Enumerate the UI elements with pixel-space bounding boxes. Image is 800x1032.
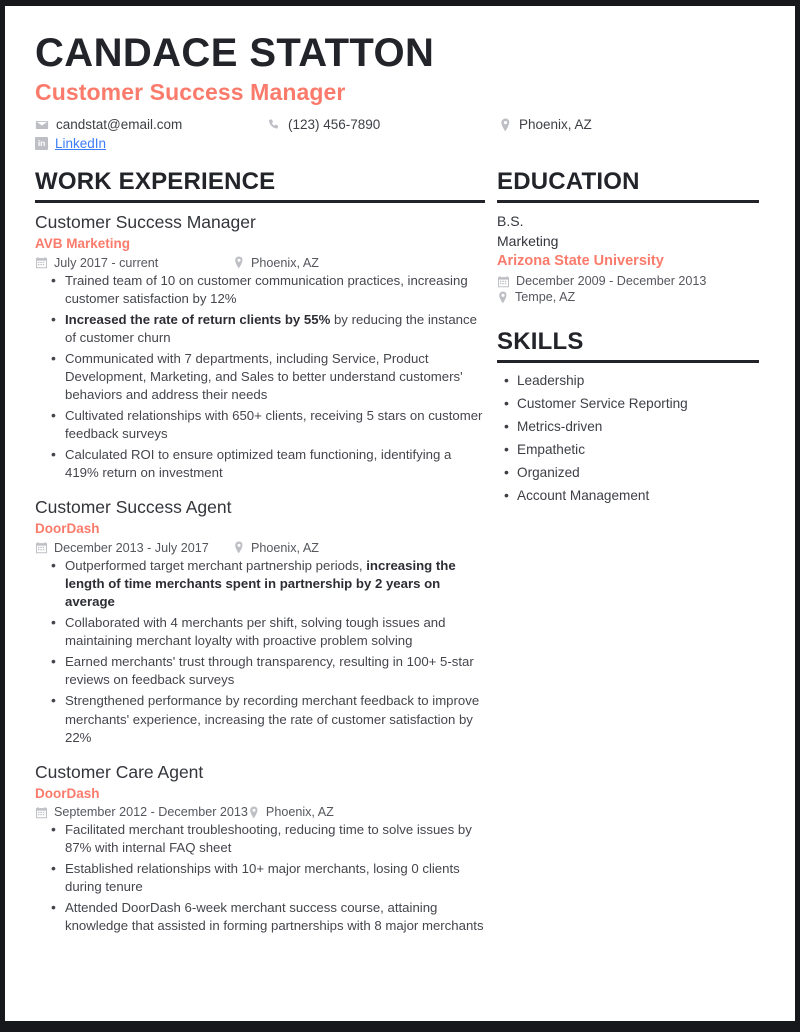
calendar-icon (35, 541, 48, 554)
bullet-text: Communicated with 7 departments, including Service, Product Development, Marketing, and Sales to better understand customers' behaviors and address their needs (65, 350, 463, 403)
job-bullet (65, 692, 485, 746)
contact-row-secondary (35, 137, 767, 151)
contact-email[interactable] (35, 118, 267, 132)
contact-phone-text: (123) 456-7890 (288, 116, 381, 132)
job-bullet (65, 653, 485, 689)
work-experience-divider (35, 200, 485, 203)
skills-divider (497, 360, 759, 363)
map-pin-icon (499, 118, 512, 132)
job-location-text: Phoenix, AZ (251, 255, 319, 270)
job-bullet (65, 614, 485, 650)
phone-icon (267, 118, 281, 132)
skill-item: • Leadership (517, 372, 765, 390)
job-title: Customer Care Agent (35, 761, 204, 782)
education-school: Arizona State University (497, 252, 664, 269)
job-company: DoorDash (35, 785, 100, 801)
section-education (497, 170, 765, 304)
job-bullet (65, 272, 485, 308)
bullet-text: Outperformed target merchant partnership periods, (65, 557, 367, 573)
education-divider (497, 200, 759, 203)
skill-item: • Metrics-driven (517, 418, 765, 436)
candidate-headline: Customer Success Manager (35, 79, 346, 106)
contact-phone[interactable] (267, 118, 499, 132)
job-bullet (65, 821, 485, 857)
education-title: EDUCATION (497, 168, 640, 196)
education-field: Marketing (497, 232, 559, 249)
job-company: AVB Marketing (35, 236, 131, 252)
contact-linkedin[interactable] (35, 137, 106, 151)
calendar-icon (35, 256, 48, 269)
education-dates (497, 274, 765, 288)
skill-item: • Account Management (517, 487, 765, 505)
job-meta (35, 805, 485, 819)
bullet-text: Attended DoorDash 6-week merchant success course, attaining knowledge that assisted in forming partnerships with 8 major merchants (65, 900, 484, 934)
education-location (497, 290, 765, 304)
resume-header (35, 32, 767, 150)
resume-sheet (5, 6, 795, 1021)
bullet-text: Earned merchants' trust through transparency, resulting in 100+ 5-star reviews on feedback surveys (65, 654, 474, 688)
skill-item: • Organized (517, 464, 765, 482)
job-location (248, 805, 334, 819)
job-meta (35, 256, 485, 270)
job-company: DoorDash (35, 521, 100, 537)
job-dates (35, 256, 233, 270)
job-meta (35, 541, 485, 555)
job-entry (35, 762, 485, 936)
job-bullet (65, 407, 485, 443)
job-bullet (65, 446, 485, 482)
candidate-name: CANDACE STATTON (35, 31, 435, 75)
section-skills (497, 330, 765, 505)
job-dates-text: December 2013 - July 2017 (54, 540, 209, 555)
bullet-text: Cultivated relationships with 650+ clients, receiving 5 stars on customer feedback surveys (65, 408, 483, 442)
contact-location-text: Phoenix, AZ (519, 116, 592, 132)
job-dates (35, 541, 233, 555)
section-work-experience (35, 170, 485, 935)
job-bullet-list (35, 272, 485, 483)
right-column (497, 170, 765, 510)
work-experience-list (35, 212, 485, 935)
job-location-text: Phoenix, AZ (265, 805, 334, 820)
job-entry (35, 497, 485, 746)
job-bullet-list (35, 821, 485, 935)
bullet-text: Trained team of 10 on customer communication practices, increasing customer satisfaction by 12% (65, 272, 468, 306)
job-dates-text: September 2012 - December 2013 (54, 805, 248, 820)
education-dates-text: December 2009 - December 2013 (516, 274, 707, 289)
job-bullet (65, 860, 485, 896)
bullet-text: Facilitated merchant troubleshooting, reducing time to solve issues by 87% with internal FAQ sheet (65, 822, 472, 856)
job-bullet-list (35, 557, 485, 747)
bullet-text: Collaborated with 4 merchants per shift, solving tough issues and maintaining merchant loyalty with proactive problem solving (65, 615, 446, 649)
map-pin-icon (497, 291, 509, 304)
bullet-text: Calculated ROI to ensure optimized team functioning, identifying a 419% return on investment (65, 447, 452, 481)
job-bullet (65, 311, 485, 347)
job-dates (35, 805, 248, 819)
map-pin-icon (248, 806, 260, 819)
resume-body (35, 170, 767, 950)
job-title: Customer Success Manager (35, 212, 256, 233)
bullet-text: Strengthened performance by recording merchant feedback to improve merchants' experience, increasing the rate of customer satisfaction by 22% (65, 693, 480, 745)
education-list (497, 212, 765, 304)
contact-location (499, 118, 592, 132)
bullet-emphasis: increasing the length of time merchants spent in partnership by 2 years on average (65, 557, 456, 610)
job-location (233, 541, 319, 555)
calendar-icon (35, 806, 48, 819)
skills-list (497, 372, 765, 505)
linkedin-icon: in (35, 137, 48, 150)
skill-item: • Customer Service Reporting (517, 395, 765, 413)
education-degree: B.S. (497, 213, 524, 230)
job-title: Customer Success Agent (35, 497, 232, 518)
bullet-emphasis: Increased the rate of return clients by 55% (65, 311, 331, 327)
work-experience-title: WORK EXPERIENCE (35, 168, 276, 196)
job-dates-text: July 2017 - current (54, 255, 159, 270)
map-pin-icon (233, 256, 245, 269)
contact-email-text: candstat@email.com (56, 116, 183, 132)
job-bullet (65, 557, 485, 611)
job-location (233, 256, 319, 270)
job-bullet (65, 350, 485, 404)
map-pin-icon (233, 541, 245, 554)
job-location-text: Phoenix, AZ (251, 540, 319, 555)
contact-linkedin-text[interactable]: LinkedIn (55, 135, 107, 151)
bullet-text: by reducing the instance of customer churn (65, 311, 477, 345)
skills-title: SKILLS (497, 328, 584, 356)
envelope-icon (35, 118, 49, 132)
skill-item: • Empathetic (517, 441, 765, 459)
left-column (35, 170, 497, 950)
contact-row-primary (35, 118, 767, 132)
education-location-text: Tempe, AZ (515, 290, 576, 305)
education-entry (497, 212, 765, 304)
job-entry (35, 212, 485, 482)
job-bullet (65, 899, 485, 935)
calendar-icon (497, 275, 510, 288)
bullet-text: Established relationships with 10+ major merchants, losing 0 clients during tenure (65, 861, 460, 895)
